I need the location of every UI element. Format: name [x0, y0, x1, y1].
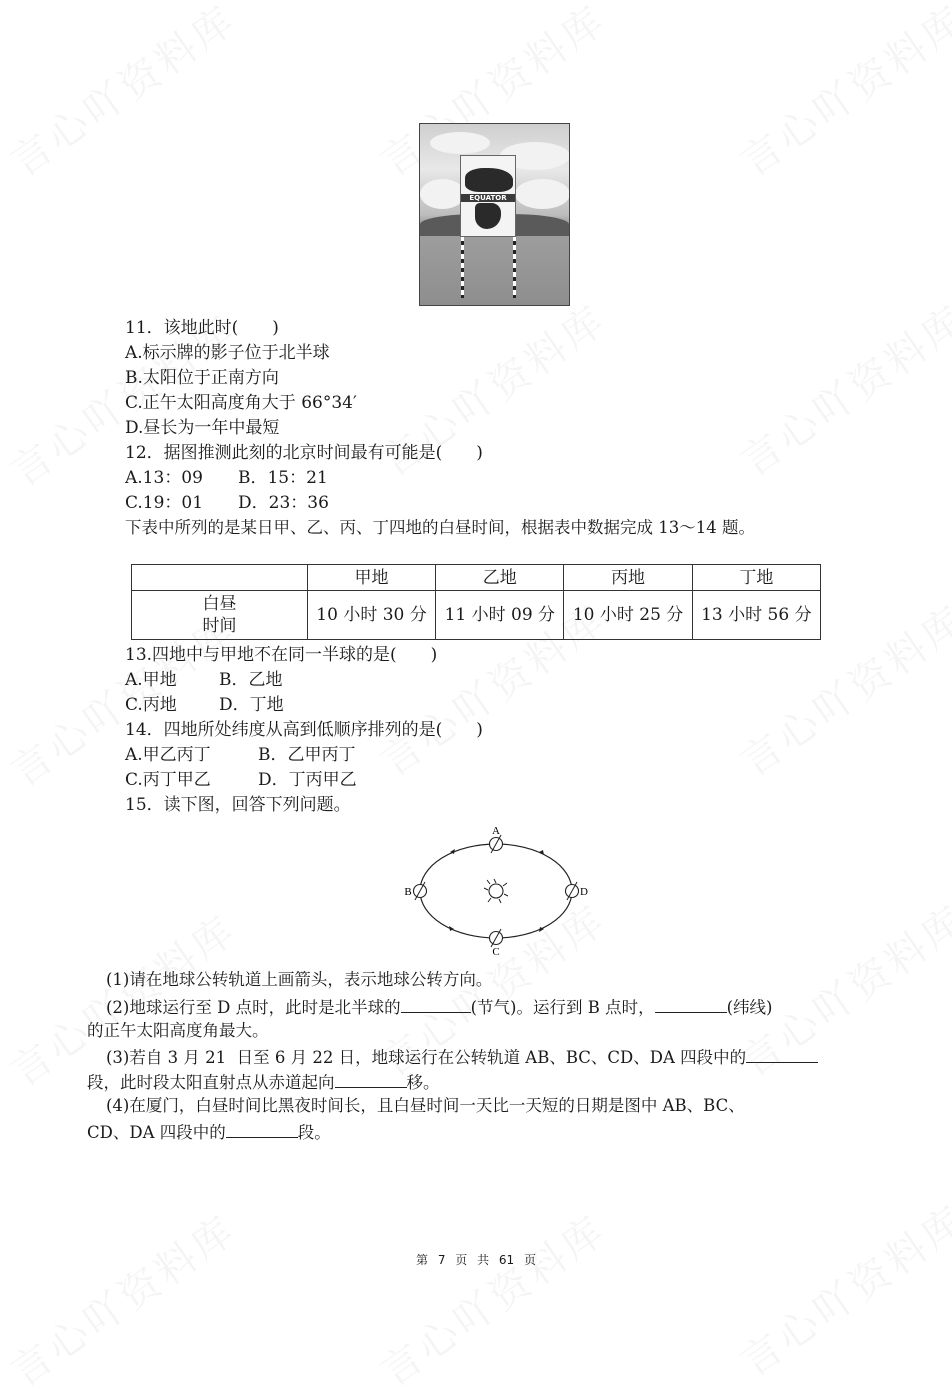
sun-icon — [484, 879, 508, 903]
earth-orbit-diagram — [398, 822, 594, 958]
q15-stem: 15．读下图，回答下列问题。 — [125, 795, 351, 815]
table-header-cell: 丁地 — [692, 565, 820, 591]
intro-13-14: 下表中所列的是某日甲、乙、丙、丁四地的白昼时间，根据表中数据完成 13～14 题。 — [125, 518, 755, 537]
q15-sub2-text-b: (节气)。运行到 B 点时， — [470, 998, 655, 1017]
q12-option-d: D．23：36 — [238, 493, 329, 513]
q12-option-a: A.13：09 — [125, 468, 203, 488]
q14-option-a: A.甲乙丙丁 — [125, 745, 211, 765]
table-cell: 10 小时 25 分 — [564, 591, 692, 640]
table-cell: 11 小时 09 分 — [436, 591, 564, 640]
label-a: A — [492, 825, 500, 837]
earth-position-a — [490, 835, 503, 853]
q15-sub2-text-c: (纬线) — [726, 998, 773, 1017]
q14-option-c: C.丙丁甲乙 — [125, 770, 211, 790]
q11-option-b: B.太阳位于正南方向 — [125, 368, 279, 388]
q14-option-b: B．乙甲丙丁 — [258, 745, 356, 765]
table-header-cell: 丙地 — [564, 565, 692, 591]
answer-blank-segment[interactable] — [746, 1046, 818, 1063]
label-d: D — [580, 886, 588, 898]
answer-blank-xiamen-segment[interactable] — [226, 1121, 298, 1138]
q12-option-b: B．15：21 — [238, 468, 328, 488]
q14-stem: 14．四地所处纬度从高到低顺序排列的是( ) — [125, 720, 483, 740]
q15-sub3-text-c: 移。 — [406, 1073, 440, 1092]
q15-sub4-line2 — [87, 1121, 331, 1143]
label-c: C — [492, 946, 500, 958]
q15-sub4-line1: (4)在厦门，白昼时间比黑夜时间长，且白昼时间一天比一天短的日期是图中 AB、BC、 — [106, 1096, 745, 1115]
q15-sub2-text-a: (2)地球运行至 D 点时，此时是北半球的 — [106, 998, 401, 1017]
q11-option-d: D.昼长为一年中最短 — [125, 418, 280, 438]
q15-sub3-text-b: 段，此时段太阳直射点从赤道起向 — [87, 1073, 335, 1092]
q12-stem: 12．据图推测此刻的北京时间最有可能是( ) — [125, 443, 483, 463]
row-label-line1: 白昼 — [202, 594, 237, 614]
q15-sub1: (1)请在地球公转轨道上画箭头，表示地球公转方向。 — [106, 970, 493, 989]
equator-sign-photo — [419, 123, 570, 306]
label-b: B — [404, 886, 412, 898]
table-header-cell: 乙地 — [436, 565, 564, 591]
q13-option-c: C.丙地 — [125, 695, 177, 715]
earth-position-c — [490, 929, 503, 947]
equator-sign — [460, 155, 516, 237]
answer-blank-direction[interactable] — [335, 1071, 407, 1088]
africa-map-icon — [465, 168, 513, 192]
q15-sub4-text-c: 段。 — [297, 1123, 331, 1142]
answer-blank-latitude[interactable] — [655, 996, 727, 1013]
q13-option-a: A.甲地 — [125, 670, 177, 690]
table-header-cell: 甲地 — [307, 565, 435, 591]
table-cell: 10 小时 30 分 — [307, 591, 435, 640]
q11-option-a: A.标示牌的影子位于北半球 — [125, 343, 330, 363]
q12-option-c: C.19：01 — [125, 493, 204, 513]
table-header-cell — [132, 565, 308, 591]
earth-position-b — [414, 882, 427, 900]
row-label — [132, 591, 308, 640]
equator-label: EQUATOR — [461, 194, 515, 202]
q15-sub2-line1 — [106, 996, 772, 1018]
q13-option-b: B．乙地 — [219, 670, 283, 690]
q15-sub3-line1 — [106, 1046, 818, 1068]
q11-stem: 11．该地此时( ) — [125, 318, 279, 338]
q15-sub3-text-a: (3)若自 3 月 21 日至 6 月 22 日，地球运行在公转轨道 AB、BC、CD、DA 四段中的 — [106, 1048, 747, 1067]
table-cell: 13 小时 56 分 — [692, 591, 820, 640]
table-header-row — [132, 565, 821, 591]
answer-blank-solar-term[interactable] — [401, 996, 471, 1013]
q13-option-d: D．丁地 — [219, 695, 284, 715]
earth-position-d — [566, 882, 579, 900]
page-footer: 第 7 页 共 61 页 — [416, 1253, 536, 1267]
q15-sub3-line2 — [87, 1071, 440, 1093]
q14-option-d: D．丁丙甲乙 — [258, 770, 357, 790]
daylight-table — [131, 564, 821, 640]
row-label-line2: 时间 — [202, 616, 237, 636]
q15-sub2-line2: 的正午太阳高度角最大。 — [87, 1021, 269, 1040]
table-row — [132, 591, 821, 640]
q11-option-c: C.正午太阳高度角大于 66°34′ — [125, 393, 357, 413]
q13-stem: 13.四地中与甲地不在同一半球的是( ) — [125, 645, 438, 665]
q15-sub4-text-b: CD、DA 四段中的 — [87, 1123, 226, 1142]
